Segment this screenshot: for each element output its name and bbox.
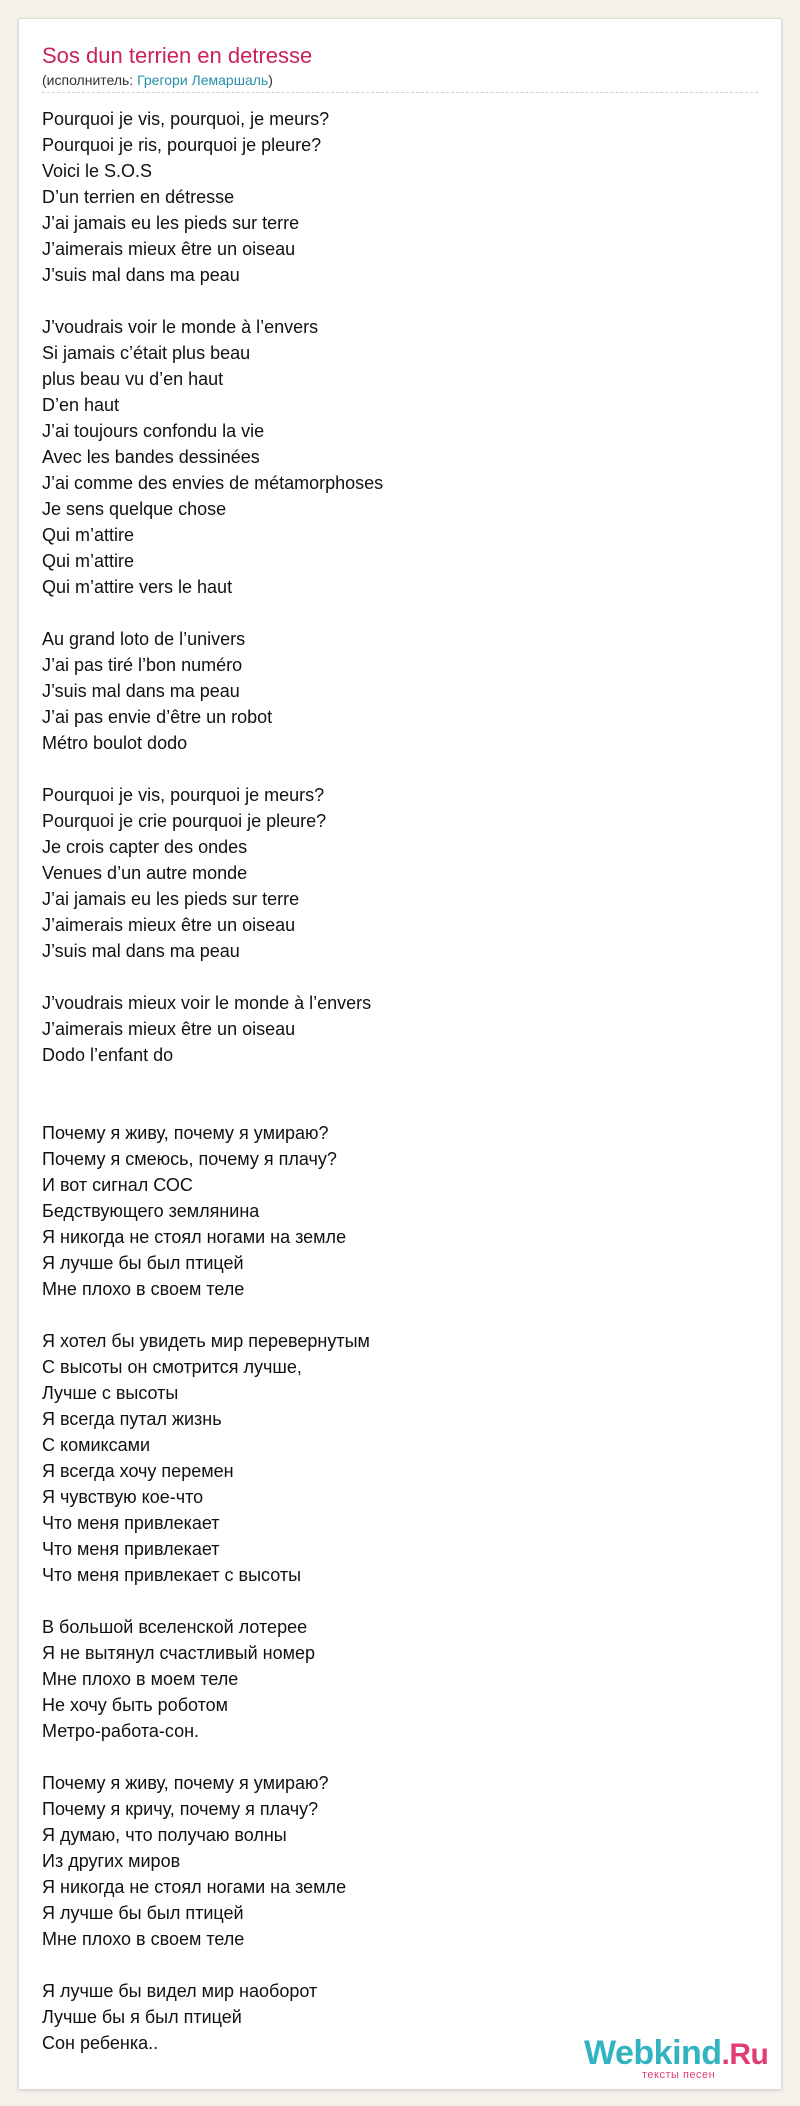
lyric-line: Сон ребенка.. [42, 2033, 159, 2053]
lyric-line: J’suis mal dans ma peau [42, 681, 240, 701]
lyric-line: Лучше бы я был птицей [42, 2007, 242, 2027]
stanza-gap [42, 756, 742, 782]
song-title: Sos dun terrien en detresse [42, 43, 313, 68]
lyric-line: D’un terrien en détresse [42, 187, 235, 207]
artist-link[interactable]: Грегори Лемаршаль [137, 72, 269, 88]
lyric-line: Я никогда не стоял ногами на земле [42, 1227, 347, 1247]
lyric-line: Бедствующего землянина [42, 1201, 260, 1221]
lyric-line: Venues d’un autre monde [42, 863, 248, 883]
lyric-line: Мне плохо в своем теле [42, 1279, 245, 1299]
stanza-gap [42, 1744, 742, 1770]
lyric-line: Au grand loto de l’univers [42, 629, 246, 649]
stanza-gap [42, 1094, 742, 1120]
lyric-line: И вот сигнал СОС [42, 1175, 193, 1195]
lyric-line: Pourquoi je vis, pourquoi, je meurs? [42, 109, 330, 129]
stanza-gap [42, 1302, 742, 1328]
lyric-line: Лучше с высоты [42, 1383, 179, 1403]
lyric-line: J’ai comme des envies de métamorphoses [42, 473, 384, 493]
lyric-line: Pourquoi je vis, pourquoi je meurs? [42, 785, 325, 805]
lyric-line: Что меня привлекает [42, 1513, 220, 1533]
stanza-gap [42, 964, 742, 990]
lyric-line: В большой вселенской лотерее [42, 1617, 308, 1637]
lyric-line: J’voudrais voir le monde à l’envers [42, 317, 319, 337]
lyric-line: Métro boulot dodo [42, 733, 188, 753]
lyric-line: Je sens quelque chose [42, 499, 227, 519]
lyric-line: Dodo l’enfant do [42, 1045, 174, 1065]
lyric-line: Почему я кричу, почему я плачу? [42, 1799, 319, 1819]
lyric-line: Pourquoi je crie pourquoi je pleure? [42, 811, 327, 831]
lyric-line: J’aimerais mieux être un oiseau [42, 1019, 296, 1039]
lyric-line: Из других миров [42, 1851, 181, 1871]
stanza-gap [42, 288, 742, 314]
artist-line [42, 71, 273, 89]
lyric-line: J’voudrais mieux voir le monde à l’envers [42, 993, 372, 1013]
lyric-line: Я не вытянул счастливый номер [42, 1643, 315, 1663]
lyric-line: Pourquoi je ris, pourquoi je pleure? [42, 135, 322, 155]
lyric-line: Avec les bandes dessinées [42, 447, 260, 467]
lyric-line: J’aimerais mieux être un oiseau [42, 915, 296, 935]
lyric-line: Что меня привлекает с высоты [42, 1565, 302, 1585]
lyrics-body [42, 106, 742, 2056]
logo-tagline: тексты песен [642, 2069, 716, 2081]
lyric-line: J’ai pas tiré l’bon numéro [42, 655, 243, 675]
logo-main-text: Webkind [584, 2034, 722, 2072]
stanza-gap [42, 1952, 742, 1978]
lyric-line: Я лучше бы был птицей [42, 1253, 244, 1273]
lyric-line: Почему я живу, почему я умираю? [42, 1773, 329, 1793]
logo-wordmark [584, 2034, 774, 2074]
lyric-line: Мне плохо в своем теле [42, 1929, 245, 1949]
lyric-line: Мне плохо в моем теле [42, 1669, 239, 1689]
lyric-line: Je crois capter des ondes [42, 837, 248, 857]
lyric-line: Что меня привлекает [42, 1539, 220, 1559]
lyric-line: J’ai jamais eu les pieds sur terre [42, 889, 300, 909]
lyric-line: J’suis mal dans ma peau [42, 265, 240, 285]
lyric-line: С комиксами [42, 1435, 151, 1455]
logo-suffix: .Ru [721, 2038, 769, 2071]
lyric-line: Почему я живу, почему я умираю? [42, 1123, 329, 1143]
lyric-line: J’aimerais mieux être un oiseau [42, 239, 296, 259]
lyric-line: Qui m’attire [42, 525, 135, 545]
lyric-line: Я всегда хочу перемен [42, 1461, 234, 1481]
lyric-line: Я хотел бы увидеть мир перевернутым [42, 1331, 370, 1351]
lyric-line: Я всегда путал жизнь [42, 1409, 222, 1429]
lyric-line: Не хочу быть роботом [42, 1695, 229, 1715]
artist-suffix: ) [268, 72, 273, 88]
lyric-line: Я думаю, что получаю волны [42, 1825, 287, 1845]
lyric-line: J’ai toujours confondu la vie [42, 421, 265, 441]
lyric-line: D’en haut [42, 395, 120, 415]
lyric-line: Qui m’attire [42, 551, 135, 571]
artist-prefix: (исполнитель: [42, 72, 138, 88]
lyric-line: Qui m’attire vers le haut [42, 577, 233, 597]
lyric-line: Я лучше бы был птицей [42, 1903, 244, 1923]
lyric-line: Метро-работа-сон. [42, 1721, 200, 1741]
stanza-gap [42, 1068, 742, 1094]
lyric-line: plus beau vu d’en haut [42, 369, 224, 389]
stanza-gap [42, 600, 742, 626]
lyric-line: Почему я смеюсь, почему я плачу? [42, 1149, 337, 1169]
lyric-line: Voici le S.O.S [42, 161, 153, 181]
title-divider [42, 92, 758, 93]
lyric-line: J’ai jamais eu les pieds sur terre [42, 213, 300, 233]
lyric-line: J’ai pas envie d’être un robot [42, 707, 273, 727]
lyric-line: Si jamais c’était plus beau [42, 343, 251, 363]
stanza-gap [42, 1588, 742, 1614]
lyric-line: Я лучше бы видел мир наоборот [42, 1981, 318, 2001]
lyric-line: Я чувствую кое-что [42, 1487, 204, 1507]
webkind-logo[interactable] [584, 2034, 774, 2086]
lyric-line: J’suis mal dans ma peau [42, 941, 240, 961]
lyric-line: Я никогда не стоял ногами на земле [42, 1877, 347, 1897]
lyric-line: С высоты он смотрится лучше, [42, 1357, 302, 1377]
